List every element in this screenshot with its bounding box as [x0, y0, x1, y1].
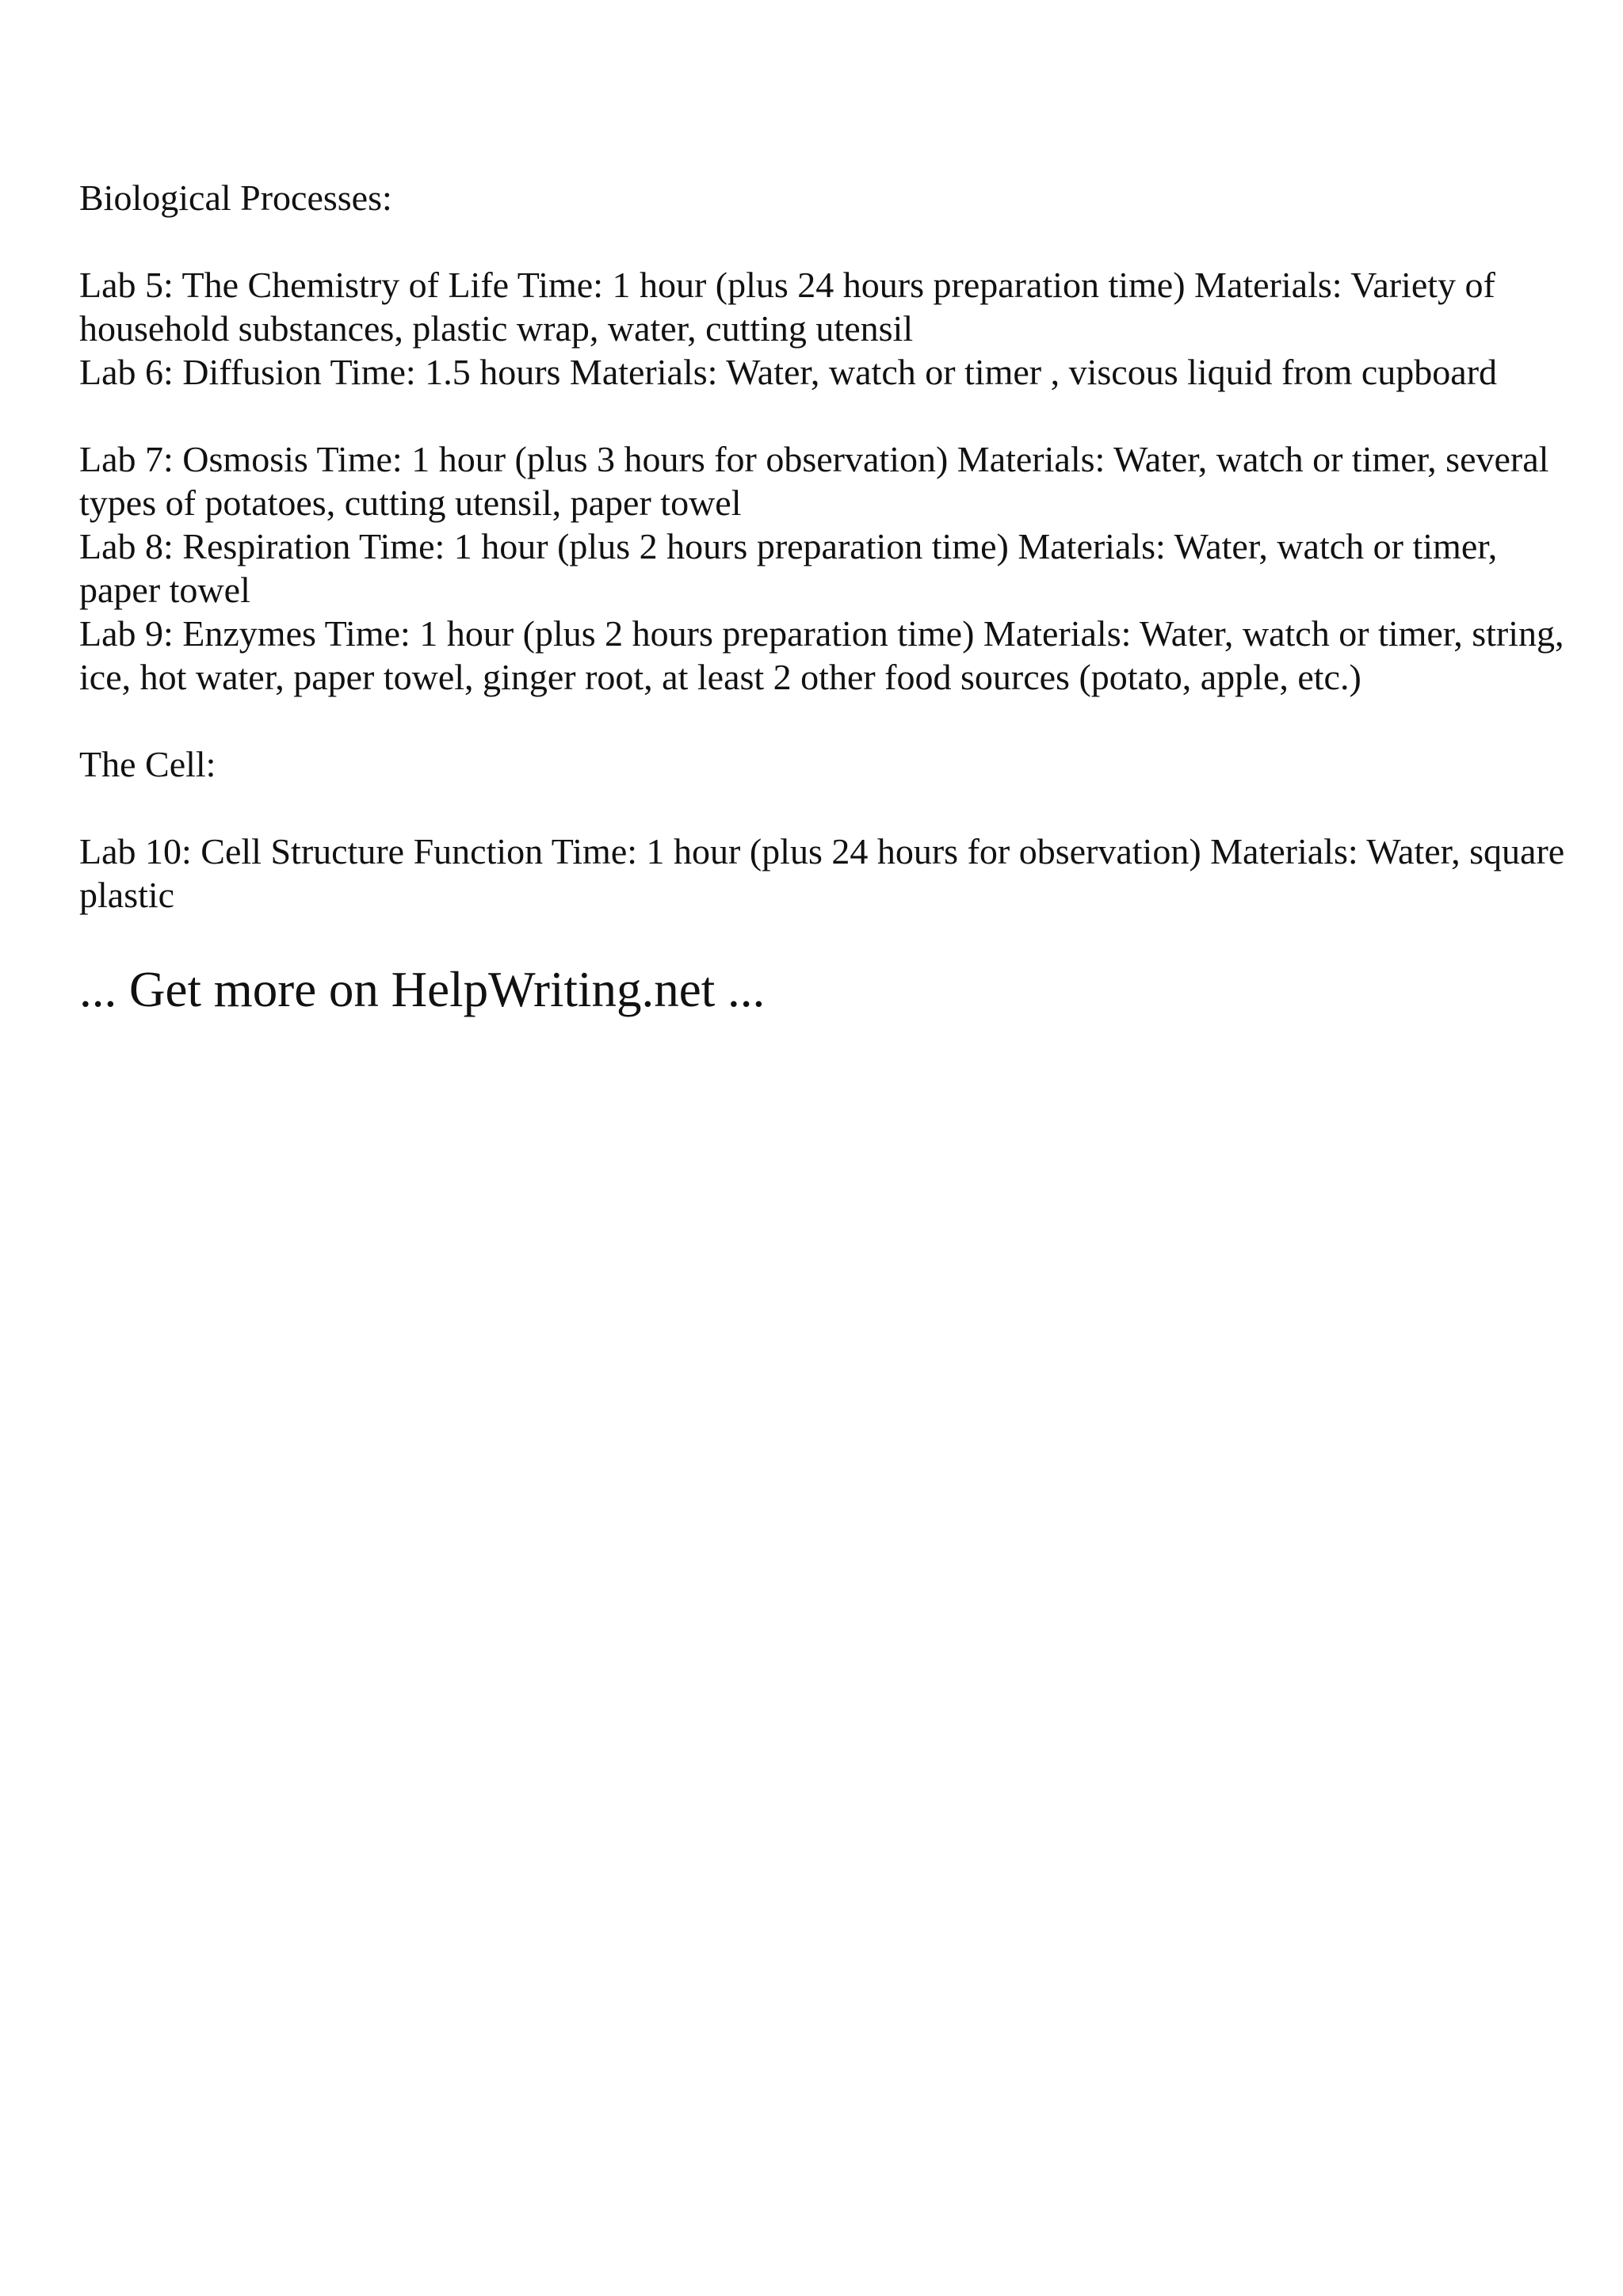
lab-9-entry: Lab 9: Enzymes Time: 1 hour (plus 2 hours preparation time) Materials: Water, watch or timer, string, ice, hot water, paper towel, ginger root, at least 2 other food sources (potato, apple, etc.): [79, 613, 1564, 697]
lab-7-entry: Lab 7: Osmosis Time: 1 hour (plus 3 hours for observation) Materials: Water, watch or timer, several types of potatoes, cutting utensil, paper towel: [79, 439, 1549, 523]
paragraph-spacer: [79, 786, 1569, 830]
paragraph-spacer: [79, 219, 1569, 263]
paragraph-spacer: [79, 394, 1569, 437]
document-body: [79, 176, 1569, 1070]
section-heading-biological-processes: Biological Processes:: [79, 177, 392, 218]
section-heading-the-cell: The Cell:: [79, 744, 216, 784]
get-more-link[interactable]: ... Get more on HelpWriting.net ...: [79, 962, 766, 1017]
paragraph-spacer: [79, 699, 1569, 742]
lab-6-entry: Lab 6: Diffusion Time: 1.5 hours Materials: Water, watch or timer , viscous liquid from cupboard: [79, 352, 1498, 392]
lab-5-entry: Lab 5: The Chemistry of Life Time: 1 hour (plus 24 hours preparation time) Materials: Variety of household substances, plastic wrap, water, cutting utensil: [79, 265, 1495, 349]
lab-8-entry: Lab 8: Respiration Time: 1 hour (plus 2 hours preparation time) Materials: Water, watch or timer, paper towel: [79, 526, 1498, 610]
lab-10-entry: Lab 10: Cell Structure Function Time: 1 hour (plus 24 hours for observation) Materials: Water, square plastic: [79, 831, 1565, 915]
